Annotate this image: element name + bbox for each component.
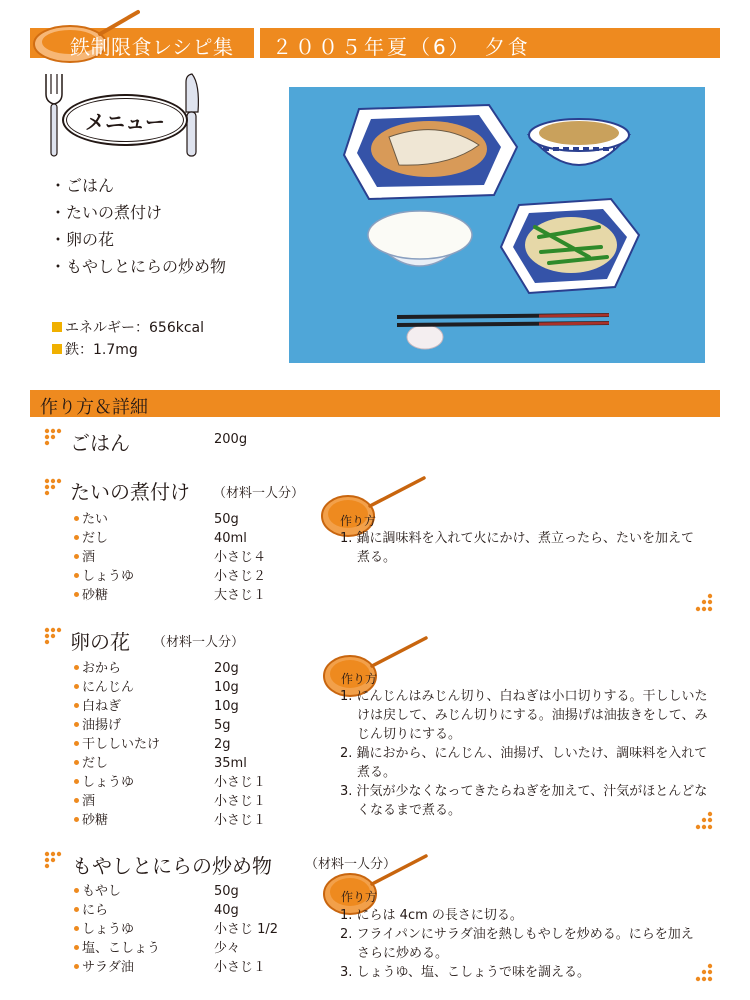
dish-name-moyashi: もやしとにらの炒め物: [72, 854, 272, 878]
menu-heading: メニュー: [85, 110, 165, 134]
section-title: 作り方＆詳細: [40, 397, 148, 418]
menu-item: ・たいの煮付け: [50, 203, 163, 222]
ingredient-row: 酒 小さじ４: [74, 548, 266, 567]
dots-icon: [44, 851, 66, 869]
dots-icon: [692, 810, 714, 832]
dots-icon: [44, 627, 66, 645]
menu-item: ・もやしとにらの炒め物: [50, 257, 227, 276]
nutrition-info: [52, 317, 204, 361]
ingredient-row: しょうゆ 小さじ２: [74, 567, 266, 586]
portion-note: （材料一人分）: [213, 486, 305, 501]
stirfry-plate: [501, 199, 639, 293]
rice-bowl: [368, 211, 472, 266]
okara-bowl: [529, 119, 629, 165]
document-subtitle: ２００５年夏（6） 夕食: [272, 35, 531, 59]
energy-value: エネルギー：656kcal: [65, 320, 204, 336]
header-divider: [254, 28, 260, 58]
dish-name-unohana: 卵の花: [70, 630, 130, 654]
method-label: 作り方: [341, 672, 378, 686]
method-step: 2. 鍋におから、にんじん、油揚げ、しいたけ、調味料を入れて煮る。: [340, 746, 708, 780]
square-bullet-icon: [52, 344, 62, 354]
dish-name-rice: ごはん: [70, 431, 130, 455]
portion-note: （材料一人分）: [305, 857, 397, 872]
ingredient-row: サラダ油 小さじ１: [74, 958, 278, 977]
method-step: 1. にんじんはみじん切り、白ねぎは小口切りする。干ししいたけは戻して、みじん切りにする。油揚げは油抜きをして、みじん切りにする。: [340, 689, 708, 742]
dots-icon: [44, 428, 66, 446]
method-steps-tai: [340, 529, 704, 567]
ingredient-row: だし 40ml: [74, 529, 266, 548]
method-step: 2. フライパンにサラダ油を熱しもやしを炒める。にらを加えさらに炒める。: [340, 927, 694, 961]
method-step: 3. しょうゆ、塩、こしょうで味を調える。: [340, 965, 591, 980]
ingredient-list-unohana: [74, 659, 266, 830]
menu-item: ・ごはん: [50, 176, 115, 195]
ingredient-row: しょうゆ 小さじ１: [74, 773, 266, 792]
square-bullet-icon: [52, 322, 62, 332]
ingredient-row: 白ねぎ 10g: [74, 697, 266, 716]
dots-icon: [692, 962, 714, 984]
ingredient-row: 砂糖 大さじ１: [74, 586, 266, 605]
fish-plate: [344, 105, 517, 199]
ingredient-row: 油揚げ 5g: [74, 716, 266, 735]
ingredient-row: 干ししいたけ 2g: [74, 735, 266, 754]
portion-note: （材料一人分）: [153, 635, 245, 650]
ingredient-list-moyashi: [74, 882, 278, 977]
ingredient-row: 砂糖 小さじ１: [74, 811, 266, 830]
ingredient-row: 塩、こしょう 少々: [74, 939, 278, 958]
dish-name-tai: たいの煮付け: [70, 480, 190, 504]
dots-icon: [692, 592, 714, 614]
ingredient-row: しょうゆ 小さじ 1/2: [74, 920, 278, 939]
method-step: 3. 汁気が少なくなってきたらねぎを加えて、汁気がほとんどなくなるまで煮る。: [340, 784, 708, 818]
ingredient-row: おから 20g: [74, 659, 266, 678]
meal-photo: [289, 87, 705, 363]
ingredient-row: たい 50g: [74, 510, 266, 529]
iron-value: 鉄：1.7mg: [65, 342, 138, 358]
menu-list: [50, 172, 226, 280]
method-label: 作り方: [340, 514, 377, 528]
ingredient-row: もやし 50g: [74, 882, 278, 901]
dots-icon: [44, 478, 66, 496]
ingredient-row: にら 40g: [74, 901, 278, 920]
menu-item: ・卵の花: [50, 230, 115, 249]
method-label: 作り方: [341, 890, 378, 904]
method-steps-unohana: [340, 687, 712, 820]
rice-amount: 200g: [214, 432, 248, 447]
method-steps-moyashi: [340, 906, 704, 982]
method-step: 1. 鍋に調味料を入れて火にかけ、煮立ったら、たいを加えて煮る。: [340, 531, 695, 565]
document-title: 鉄制限食レシピ集: [70, 35, 234, 59]
ingredient-list-tai: [74, 510, 266, 605]
ingredient-row: だし 35ml: [74, 754, 266, 773]
ingredient-row: にんじん 10g: [74, 678, 266, 697]
ingredient-row: 酒 小さじ１: [74, 792, 266, 811]
method-step: 1. にらは 4cm の長さに切る。: [340, 908, 523, 923]
